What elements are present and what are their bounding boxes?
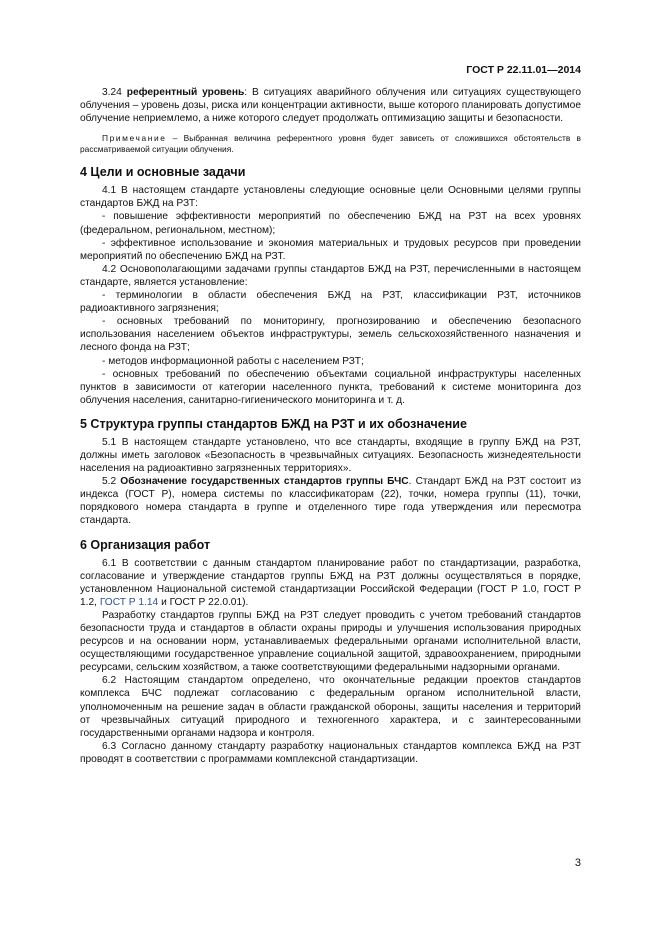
paragraph-6-3: 6.3 Согласно данному стандарту разработку национальных стандартов комплекса БЖД на РЗТ проводят в соответствии с программами комплексной стандартизации. xyxy=(80,740,581,765)
page-number: 3 xyxy=(574,857,581,869)
gost-r-1-14-link[interactable]: ГОСТ Р 1.14 xyxy=(99,596,159,608)
paragraph-5-2: 5.2 Обозначение государственных стандартов группы БЧС. Стандарт БЖД на РЗТ состоит из индекса (ГОСТ Р), номера системы по классификаторам (22), точки, номера группы (11), точки, порядкового номера стандарта в группе и отделенного тире года утверждения или пересмотра стандарта. xyxy=(80,476,582,527)
paragraph-6-1: 6.1 В соответствии с данным стандартом планирование работ по стандартизации, разработка, согласование и утверждение стандартов группы БЖД на РЗТ должны осуществляться в порядке, установленном Национальной системой стандартизации Российской Федерации (ГОСТ Р 1.0, ГОСТ Р 1.2, ГОСТ Р 1.14 и ГОСТ Р 22.0.01). xyxy=(80,557,581,608)
paragraph-6-2: 6.2 Настоящим стандартом определено, что окончательные редакции проектов стандартов комплекса БЧС подлежат согласованию с федеральным органом исполнительной власти, уполномоченным на решение задач в области гражданской обороны, защиты населения и территорий от чрезвычайных ситуаций природного и техногенного характера, и с заинтересованными государственными органами надзора и контроля. xyxy=(80,675,581,739)
list-item: - основных требований по мониторингу, прогнозированию и обеспечению безопасного использования населением объектов инфраструктуры, земель сельскохозяйственного назначения и лесного фонда на РЗТ; xyxy=(80,316,581,354)
page-content xyxy=(80,86,581,766)
paragraph-6-1-cont: Разработку стандартов группы БЖД на РЗТ следует проводить с учетом требований стандартов безопасности труда и стандартов в области охраны природы и улучшения использования природных ресурсов и на основании норм, устанавливаемых федеральными органами исполнительной власти, осуществляющими государственное управление социальной защитой, здравоохранением, природными ресурсами, сельским хозяйством, а также соответствующими федеральными надзорными органами. xyxy=(80,609,581,674)
document-id-header: ГОСТ Р 22.11.01—2014 xyxy=(466,64,581,76)
list-item: - основных требований по обеспечению объектами социальной инфраструктуры населенных пунктов в зависимости от категории населенного пункта, требований к системе мониторинга доз облучения населения, санитарно-гигиенического мониторинга и т. д. xyxy=(80,368,581,406)
paragraph-4-1: 4.1 В настоящем стандарте установлены следующие основные цели Основными целями группы стандартов БЖД на РЗТ: xyxy=(80,185,581,210)
list-item: - терминологии в области обеспечения БЖД на РЗТ, классификации РЗТ, источников радиоактивного загрязнения; xyxy=(80,290,581,315)
list-item: - повышение эффективности мероприятий по обеспечению БЖД на РЗТ на всех уровнях (федеральном, региональном, местном); xyxy=(80,211,581,236)
list-item: - методов информационной работы с населением РЗТ; xyxy=(102,355,364,367)
paragraph-4-2: 4.2 Основополагающими задачами группы стандартов БЖД на РЗТ, перечисленными в настоящем стандарте, является установление: xyxy=(80,263,581,288)
paragraph-5-1: 5.1 В настоящем стандарте установлено, что все стандарты, входящие в группу БЖД на РЗТ, должны иметь заголовок «Безопасность в чрезвычайных ситуациях. Безопасность жизнедеятельности населения на радиоактивно загрязненных территориях». xyxy=(80,436,581,475)
definition-3-24: 3.24 референтный уровень: В ситуациях аварийного облучения или ситуациях существующего облучения – уровень дозы, риска или концентрации активности, выше которого планировать допустимое облучение неприемлемо, а ниже которого следует продолжать оптимизацию защиты и безопасности. xyxy=(80,87,581,125)
bold-heading-5-2: Обозначение государственных стандартов группы БЧС xyxy=(120,476,409,488)
note: Примечание – Выбранная величина референтного уровня будет зависеть от сложившихся обстоятельств в рассматриваемой ситуации облучения. xyxy=(80,133,581,155)
list-item: - эффективное использование и экономия материальных и трудовых ресурсов при проведении мероприятий по обеспечению БЖД на РЗТ. xyxy=(80,237,581,262)
note-label: Примечание xyxy=(102,133,167,144)
section-4-title: 4 Цели и основные задачи xyxy=(80,165,246,180)
section-5-title: 5 Структура группы стандартов БЖД на РЗТ и их обозначение xyxy=(80,416,467,431)
term-reference-level: референтный уровень xyxy=(126,87,245,98)
section-6-title: 6 Организация работ xyxy=(80,537,211,552)
